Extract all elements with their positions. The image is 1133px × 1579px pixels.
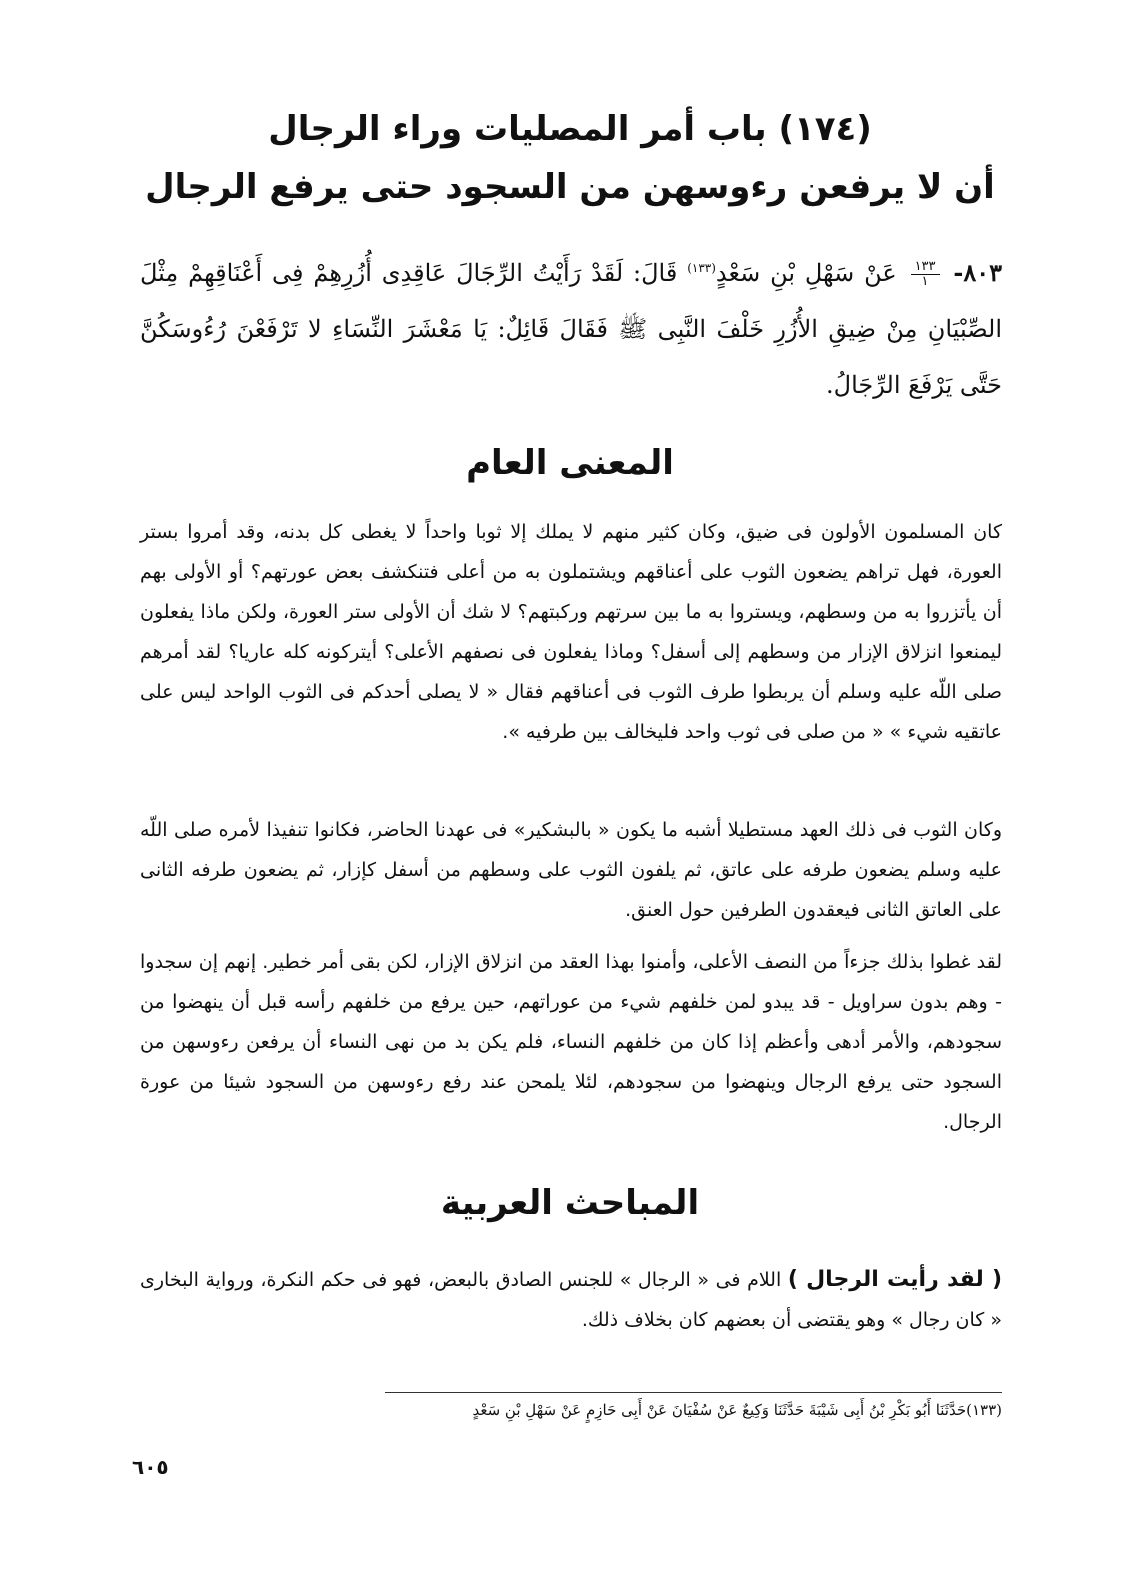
- fraction-top: ١٣٣: [911, 260, 940, 275]
- arabic-studies-paragraph: [140, 1260, 1002, 1340]
- footnote-ref[interactable]: (١٣٣): [687, 261, 716, 275]
- studies-text: اللام فى « الرجال » للجنس الصادق بالبعض، فهو فى حكم النكرة، ورواية البخارى « كان رجال » وهو يقتضى أن بعضهم كان بخلاف ذلك.: [140, 1269, 1002, 1331]
- paragraph: لقد غطوا بذلك جزءاً من النصف الأعلى، وأمنوا بهذا العقد من انزلاق الإزار، لكن بقى أمر خطير. إنهم إن سجدوا - وهم بدون سراويل - قد يبدو لمن خلفهم شيء من عوراتهم، حين يرفع من خلفهم رأسه قبل أن ينهضوا من سجودهم، والأمر أدهى وأعظم إذا كان من خلفهم النساء، فلم يكن بد من نهى النساء أن يرفعن رءوسهن من السجود حتى يرفع الرجال وينهضوا من سجودهم، لئلا يلمحن عند رفع رءوسهن من السجود شيئا من عورة الرجال.: [140, 951, 1002, 1133]
- hadith-number: ٨٠٣-: [953, 258, 1003, 287]
- chapter-title-line1: [140, 100, 1000, 158]
- footnote-divider: [385, 1392, 1002, 1393]
- section-heading-general-meaning: المعنى العام: [466, 443, 674, 483]
- hadith-body: قَالَ: لَقَدْ رَأَيْتُ الرِّجَالَ عَاقِدِى أُزُرِهِمْ فِى أَعْنَاقِهِمْ مِثْلَ الصِّبْيَانِ مِنْ ضِيقِ الأُزُرِ خَلْفَ النَّبِى ﷺ فَقَالَ قَائِلٌ: يَا مَعْشَرَ النِّسَاءِ لا تَرْفَعْنَ رُءُوسَكُنَّ حَتَّى يَرْفَعَ الرِّجَالُ.: [140, 259, 1002, 399]
- chapter-title: [140, 100, 1000, 216]
- footnote: (١٣٣)حَدَّثَنَا أَبُو بَكْرِ بْنُ أَبِى شَيْبَةَ حَدَّثَنَا وَكِيعٌ عَنْ سُفْيَانَ عَنْ أَبِى حَازِمٍ عَنْ سَهْلِ بْنِ سَعْدٍ: [472, 1401, 1002, 1419]
- hadith-narrator: عَنْ سَهْلِ بْنِ سَعْدٍ: [715, 259, 897, 287]
- chapter-number: (١٧٤): [778, 109, 872, 149]
- paragraph: وكان الثوب فى ذلك العهد مستطيلا أشبه ما يكون « بالبشكير» فى عهدنا الحاضر، فكانوا تنفيذا لأمره صلى اللّه عليه وسلم يضعون طرفه على عاتق، ثم يلفون الثوب على وسطهم من أسفل كإزار، ثم يضعون طرفه الثانى على العاتق الثانى فيعقدون الطرفين حول العنق.: [140, 819, 1002, 921]
- hadith-fraction: [911, 260, 940, 289]
- studies-lead-phrase: ( لقد رأيت الرجال ): [787, 1267, 1002, 1292]
- section-heading-arabic-studies: المباحث العربية: [440, 1183, 700, 1223]
- chapter-title-line2: أن لا يرفعن رءوسهن من السجود حتى يرفع الرجال: [145, 167, 995, 207]
- fraction-bottom: ١: [921, 274, 929, 289]
- chapter-title-text: باب أمر المصليات وراء الرجال: [268, 109, 767, 149]
- paragraph: كان المسلمون الأولون فى ضيق، وكان كثير منهم لا يملك إلا ثوبا واحداً لا يغطى كل بدنه، وقد أمروا بستر العورة، فهل تراهم يضعون الثوب على أعناقهم ويشتملون به من أعلى فتنكشف بعض عورتهم؟ أو الأولى بهم أن يأتزروا به من وسطهم، ويستروا به ما بين سرتهم وركبتهم؟ لا شك أن الأولى ستر العورة، ولكن ماذا يفعلون ليمنعوا انزلاق الإزار من وسطهم إلى أسفل؟ وماذا يفعلون فى نصفهم الأعلى؟ أيتركونه كله عاريا؟ لقد أمرهم صلى اللّه عليه وسلم أن يربطوا طرف الثوب فى أعناقهم فقال « لا يصلى أحدكم فى الثوب الواحد ليس على عاتقيه شيء » « من صلى فى ثوب واحد فليخالف بين طرفيه ».: [140, 521, 1002, 743]
- hadith-text: [140, 240, 1002, 413]
- page-number: ٦٠٥: [132, 1455, 169, 1479]
